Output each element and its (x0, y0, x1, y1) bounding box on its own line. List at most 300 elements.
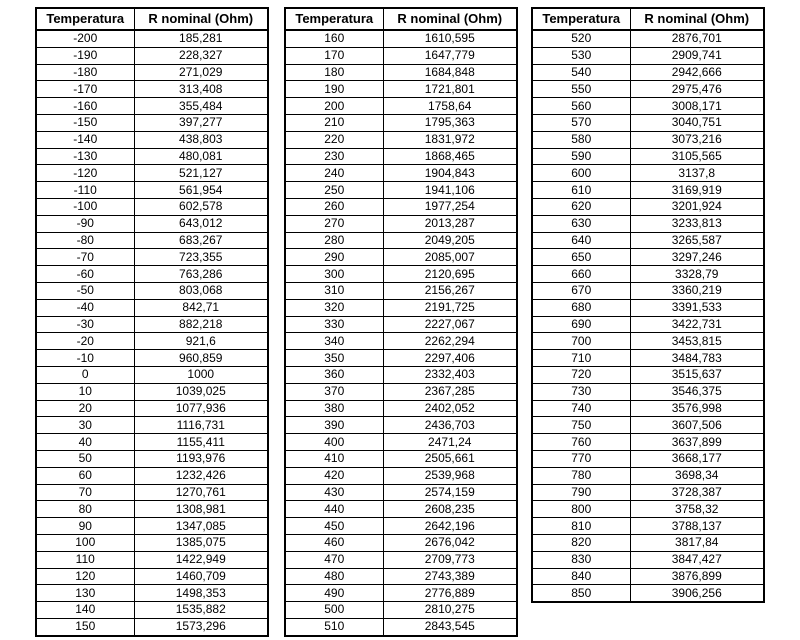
resistance-cell: 1422,949 (134, 551, 268, 568)
resistance-cell: 1193,976 (134, 450, 268, 467)
resistance-cell: 2876,701 (630, 30, 764, 47)
temperature-cell: 200 (285, 98, 383, 115)
table-row (36, 484, 268, 501)
resistance-cell: 3105,565 (630, 148, 764, 165)
temperature-cell: 510 (285, 618, 383, 635)
table-row (285, 64, 517, 81)
resistance-cell: 2436,703 (383, 417, 517, 434)
table-row (36, 232, 268, 249)
table-row (532, 585, 764, 602)
resistance-cell: 882,218 (134, 316, 268, 333)
resistance-cell: 1941,106 (383, 182, 517, 199)
temperature-cell: 20 (36, 400, 134, 417)
resistance-cell: 561,954 (134, 182, 268, 199)
table-row (285, 484, 517, 501)
temperature-cell: 420 (285, 467, 383, 484)
resistance-cell: 2539,968 (383, 467, 517, 484)
temperature-cell: -100 (36, 198, 134, 215)
table-row (532, 366, 764, 383)
resistance-header: R nominal (Ohm) (383, 8, 517, 30)
temperature-cell: 90 (36, 518, 134, 535)
temperature-cell: 440 (285, 501, 383, 518)
resistance-cell: 1795,363 (383, 114, 517, 131)
resistance-cell: 842,71 (134, 299, 268, 316)
rtd-table-2 (284, 7, 518, 637)
header-row (285, 8, 517, 30)
table-row (36, 467, 268, 484)
temperature-cell: 290 (285, 249, 383, 266)
temperature-cell: 760 (532, 434, 630, 451)
temperature-cell: 480 (285, 568, 383, 585)
resistance-cell: 763,286 (134, 266, 268, 283)
resistance-cell: 3728,387 (630, 484, 764, 501)
resistance-cell: 723,355 (134, 249, 268, 266)
table-row (532, 383, 764, 400)
table-row (285, 450, 517, 467)
resistance-cell: 1385,075 (134, 534, 268, 551)
table-row (36, 602, 268, 619)
resistance-cell: 2156,267 (383, 282, 517, 299)
temperature-cell: 660 (532, 266, 630, 283)
table-row (532, 64, 764, 81)
temperature-cell: 0 (36, 366, 134, 383)
resistance-cell: 2402,052 (383, 400, 517, 417)
temperature-cell: 130 (36, 585, 134, 602)
table-row (532, 249, 764, 266)
temperature-cell: 550 (532, 81, 630, 98)
temperature-cell: 590 (532, 148, 630, 165)
table-row (285, 299, 517, 316)
table-row (285, 249, 517, 266)
temperature-cell: 620 (532, 198, 630, 215)
resistance-cell: 3515,637 (630, 366, 764, 383)
table-row (532, 266, 764, 283)
table-row (285, 350, 517, 367)
resistance-cell: 960,859 (134, 350, 268, 367)
temperature-cell: 450 (285, 518, 383, 535)
temperature-header: Temperatura (532, 8, 630, 30)
table-row (285, 232, 517, 249)
temperature-cell: 280 (285, 232, 383, 249)
table-row (36, 215, 268, 232)
resistance-cell: 1308,981 (134, 501, 268, 518)
resistance-cell: 3876,899 (630, 568, 764, 585)
resistance-cell: 1647,779 (383, 47, 517, 64)
table-row (285, 30, 517, 47)
temperature-cell: 250 (285, 182, 383, 199)
table-row (285, 400, 517, 417)
table-row (285, 551, 517, 568)
table-row (285, 602, 517, 619)
temperature-cell: -180 (36, 64, 134, 81)
temperature-cell: 150 (36, 618, 134, 635)
resistance-cell: 2642,196 (383, 518, 517, 535)
table-row (36, 64, 268, 81)
temperature-cell: 470 (285, 551, 383, 568)
table-row (285, 282, 517, 299)
table-row (532, 484, 764, 501)
resistance-cell: 3040,751 (630, 114, 764, 131)
resistance-cell: 1610,595 (383, 30, 517, 47)
resistance-cell: 1831,972 (383, 131, 517, 148)
resistance-cell: 3422,731 (630, 316, 764, 333)
resistance-cell: 1721,801 (383, 81, 517, 98)
temperature-cell: 210 (285, 114, 383, 131)
table-row (532, 333, 764, 350)
table-row (36, 299, 268, 316)
resistance-cell: 2810,275 (383, 602, 517, 619)
table-row (36, 585, 268, 602)
table-row (285, 518, 517, 535)
table-row (36, 148, 268, 165)
table-row (285, 98, 517, 115)
resistance-cell: 3607,506 (630, 417, 764, 434)
resistance-cell: 480,081 (134, 148, 268, 165)
table-row (36, 81, 268, 98)
rtd-table-3 (531, 7, 765, 603)
header-row (36, 8, 268, 30)
temperature-cell: 330 (285, 316, 383, 333)
temperature-cell: -140 (36, 131, 134, 148)
table-row (36, 350, 268, 367)
table-row (285, 114, 517, 131)
resistance-cell: 2262,294 (383, 333, 517, 350)
temperature-cell: -10 (36, 350, 134, 367)
temperature-cell: 270 (285, 215, 383, 232)
resistance-cell: 2049,205 (383, 232, 517, 249)
resistance-cell: 3817,84 (630, 534, 764, 551)
resistance-cell: 3453,815 (630, 333, 764, 350)
temperature-cell: 350 (285, 350, 383, 367)
temperature-cell: 490 (285, 585, 383, 602)
table-row (36, 417, 268, 434)
resistance-cell: 2120,695 (383, 266, 517, 283)
table-row (532, 165, 764, 182)
table-row (532, 182, 764, 199)
resistance-cell: 1684,848 (383, 64, 517, 81)
temperature-cell: -70 (36, 249, 134, 266)
table-row (36, 47, 268, 64)
table-row (285, 131, 517, 148)
resistance-cell: 3847,427 (630, 551, 764, 568)
resistance-cell: 2297,406 (383, 350, 517, 367)
resistance-cell: 1758,64 (383, 98, 517, 115)
temperature-cell: 240 (285, 165, 383, 182)
temperature-cell: 580 (532, 131, 630, 148)
resistance-cell: 355,484 (134, 98, 268, 115)
table-row (36, 165, 268, 182)
temperature-header: Temperatura (36, 8, 134, 30)
temperature-cell: 460 (285, 534, 383, 551)
table-row (285, 467, 517, 484)
resistance-cell: 1498,353 (134, 585, 268, 602)
resistance-cell: 3637,899 (630, 434, 764, 451)
resistance-header: R nominal (Ohm) (630, 8, 764, 30)
table-row (285, 148, 517, 165)
temperature-cell: -120 (36, 165, 134, 182)
rtd-table-1 (35, 7, 269, 637)
resistance-cell: 2574,159 (383, 484, 517, 501)
table-row (532, 467, 764, 484)
table-row (532, 568, 764, 585)
temperature-cell: 100 (36, 534, 134, 551)
resistance-cell: 2709,773 (383, 551, 517, 568)
resistance-cell: 2367,285 (383, 383, 517, 400)
temperature-cell: 370 (285, 383, 383, 400)
resistance-cell: 1039,025 (134, 383, 268, 400)
temperature-cell: 80 (36, 501, 134, 518)
resistance-cell: 3758,32 (630, 501, 764, 518)
temperature-cell: 740 (532, 400, 630, 417)
temperature-cell: 540 (532, 64, 630, 81)
resistance-cell: 3265,587 (630, 232, 764, 249)
header-row (532, 8, 764, 30)
temperature-cell: -170 (36, 81, 134, 98)
temperature-cell: 230 (285, 148, 383, 165)
resistance-cell: 3788,137 (630, 518, 764, 535)
resistance-cell: 2191,725 (383, 299, 517, 316)
table-row (532, 518, 764, 535)
table-row (285, 165, 517, 182)
resistance-cell: 2471,24 (383, 434, 517, 451)
table-row (36, 30, 268, 47)
temperature-cell: 140 (36, 602, 134, 619)
temperature-cell: 750 (532, 417, 630, 434)
resistance-cell: 3328,79 (630, 266, 764, 283)
resistance-cell: 3546,375 (630, 383, 764, 400)
resistance-cell: 3668,177 (630, 450, 764, 467)
resistance-cell: 3360,219 (630, 282, 764, 299)
resistance-cell: 3201,924 (630, 198, 764, 215)
temperature-cell: 820 (532, 534, 630, 551)
resistance-cell: 1000 (134, 366, 268, 383)
resistance-cell: 2227,067 (383, 316, 517, 333)
resistance-cell: 2975,476 (630, 81, 764, 98)
table-row (532, 450, 764, 467)
table-row (36, 434, 268, 451)
table-row (285, 417, 517, 434)
temperature-cell: 30 (36, 417, 134, 434)
temperature-cell: -20 (36, 333, 134, 350)
table-row (532, 316, 764, 333)
table-row (36, 618, 268, 635)
table-row (285, 618, 517, 635)
temperature-cell: -80 (36, 232, 134, 249)
table-row (36, 182, 268, 199)
table-row (532, 47, 764, 64)
table-row (285, 534, 517, 551)
resistance-cell: 3297,246 (630, 249, 764, 266)
temperature-cell: -200 (36, 30, 134, 47)
temperature-cell: 720 (532, 366, 630, 383)
resistance-cell: 1077,936 (134, 400, 268, 417)
table-row (36, 282, 268, 299)
temperature-cell: 790 (532, 484, 630, 501)
resistance-cell: 921,6 (134, 333, 268, 350)
table-row (36, 518, 268, 535)
temperature-cell: 840 (532, 568, 630, 585)
resistance-header: R nominal (Ohm) (134, 8, 268, 30)
resistance-cell: 2909,741 (630, 47, 764, 64)
resistance-cell: 2676,042 (383, 534, 517, 551)
table-row (532, 282, 764, 299)
resistance-cell: 1460,709 (134, 568, 268, 585)
temperature-cell: 500 (285, 602, 383, 619)
resistance-cell: 602,578 (134, 198, 268, 215)
temperature-cell: 690 (532, 316, 630, 333)
temperature-cell: 390 (285, 417, 383, 434)
temperature-cell: 610 (532, 182, 630, 199)
table-row (36, 534, 268, 551)
resistance-cell: 3576,998 (630, 400, 764, 417)
resistance-cell: 2942,666 (630, 64, 764, 81)
temperature-cell: -110 (36, 182, 134, 199)
table-row (532, 131, 764, 148)
temperature-cell: -30 (36, 316, 134, 333)
temperature-cell: 680 (532, 299, 630, 316)
table-row (532, 501, 764, 518)
resistance-cell: 1573,296 (134, 618, 268, 635)
temperature-cell: 120 (36, 568, 134, 585)
temperature-cell: -50 (36, 282, 134, 299)
temperature-cell: 400 (285, 434, 383, 451)
temperature-cell: 410 (285, 450, 383, 467)
temperature-cell: 180 (285, 64, 383, 81)
table-row (36, 501, 268, 518)
resistance-cell: 683,267 (134, 232, 268, 249)
temperature-cell: 260 (285, 198, 383, 215)
temperature-cell: 810 (532, 518, 630, 535)
table-row (36, 568, 268, 585)
resistance-cell: 1270,761 (134, 484, 268, 501)
table-row (532, 114, 764, 131)
table-row (532, 148, 764, 165)
resistance-cell: 2332,403 (383, 366, 517, 383)
resistance-cell: 2608,235 (383, 501, 517, 518)
temperature-cell: 650 (532, 249, 630, 266)
table-row (36, 249, 268, 266)
resistance-cell: 2843,545 (383, 618, 517, 635)
resistance-cell: 438,803 (134, 131, 268, 148)
table-row (285, 383, 517, 400)
resistance-cell: 3169,919 (630, 182, 764, 199)
table-row (532, 198, 764, 215)
resistance-cell: 185,281 (134, 30, 268, 47)
resistance-cell: 3073,216 (630, 131, 764, 148)
temperature-cell: 560 (532, 98, 630, 115)
temperature-cell: 830 (532, 551, 630, 568)
temperature-cell: 310 (285, 282, 383, 299)
table-row (285, 198, 517, 215)
resistance-cell: 2013,287 (383, 215, 517, 232)
temperature-cell: 40 (36, 434, 134, 451)
temperature-cell: -130 (36, 148, 134, 165)
table-row (36, 333, 268, 350)
temperature-cell: 780 (532, 467, 630, 484)
resistance-cell: 1347,085 (134, 518, 268, 535)
temperature-cell: 220 (285, 131, 383, 148)
table-row (36, 98, 268, 115)
resistance-cell: 2505,661 (383, 450, 517, 467)
temperature-cell: 10 (36, 383, 134, 400)
temperature-cell: -190 (36, 47, 134, 64)
temperature-cell: 160 (285, 30, 383, 47)
table-row (532, 534, 764, 551)
resistance-cell: 3484,783 (630, 350, 764, 367)
temperature-cell: 670 (532, 282, 630, 299)
resistance-cell: 2776,889 (383, 585, 517, 602)
resistance-cell: 1977,254 (383, 198, 517, 215)
resistance-cell: 1904,843 (383, 165, 517, 182)
resistance-cell: 1155,411 (134, 434, 268, 451)
temperature-cell: 850 (532, 585, 630, 602)
resistance-cell: 643,012 (134, 215, 268, 232)
resistance-cell: 2743,389 (383, 568, 517, 585)
table-row (532, 350, 764, 367)
temperature-cell: 520 (532, 30, 630, 47)
table-row (36, 131, 268, 148)
temperature-cell: 530 (532, 47, 630, 64)
temperature-cell: 710 (532, 350, 630, 367)
temperature-cell: -150 (36, 114, 134, 131)
temperature-cell: 50 (36, 450, 134, 467)
temperature-cell: 600 (532, 165, 630, 182)
resistance-cell: 3137,8 (630, 165, 764, 182)
table-row (285, 585, 517, 602)
temperature-cell: 340 (285, 333, 383, 350)
table-row (532, 299, 764, 316)
table-row (532, 434, 764, 451)
temperature-cell: -90 (36, 215, 134, 232)
table-row (532, 98, 764, 115)
table-row (285, 215, 517, 232)
resistance-cell: 2085,007 (383, 249, 517, 266)
table-row (285, 266, 517, 283)
temperature-cell: 170 (285, 47, 383, 64)
table-row (36, 366, 268, 383)
table-row (285, 47, 517, 64)
table-row (36, 450, 268, 467)
table-row (285, 182, 517, 199)
temperature-cell: 630 (532, 215, 630, 232)
table-row (532, 232, 764, 249)
temperature-cell: -40 (36, 299, 134, 316)
table-row (36, 266, 268, 283)
temperature-cell: 730 (532, 383, 630, 400)
temperature-cell: 640 (532, 232, 630, 249)
resistance-cell: 1535,882 (134, 602, 268, 619)
temperature-cell: 770 (532, 450, 630, 467)
resistance-cell: 397,277 (134, 114, 268, 131)
temperature-cell: 60 (36, 467, 134, 484)
table-row (532, 215, 764, 232)
table-row (532, 400, 764, 417)
resistance-cell: 3906,256 (630, 585, 764, 602)
table-row (532, 551, 764, 568)
resistance-cell: 3233,813 (630, 215, 764, 232)
temperature-cell: 320 (285, 299, 383, 316)
table-row (532, 30, 764, 47)
table-row (36, 198, 268, 215)
table-row (285, 366, 517, 383)
table-row (285, 501, 517, 518)
resistance-cell: 3391,533 (630, 299, 764, 316)
table-row (532, 417, 764, 434)
temperature-cell: -160 (36, 98, 134, 115)
temperature-cell: 700 (532, 333, 630, 350)
temperature-header: Temperatura (285, 8, 383, 30)
resistance-cell: 1232,426 (134, 467, 268, 484)
